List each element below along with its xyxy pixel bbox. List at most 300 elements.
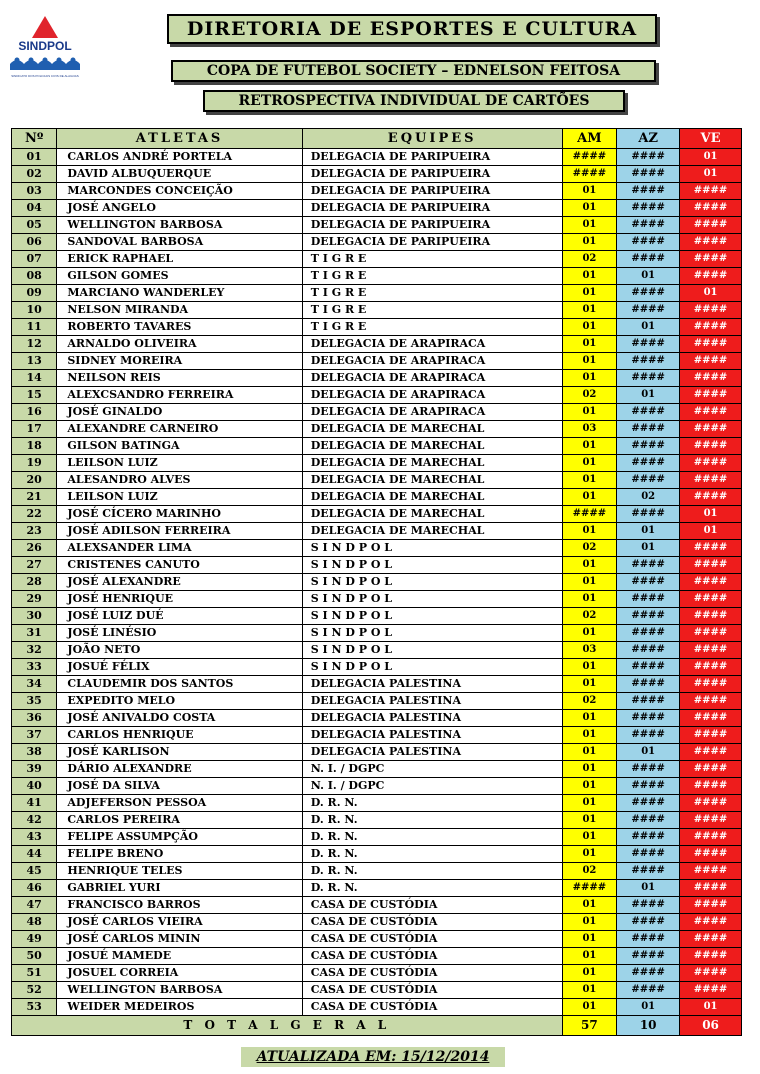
yellow-cards: 01 <box>562 353 617 370</box>
row-number: 42 <box>12 812 57 829</box>
table-row <box>12 914 742 931</box>
table-row <box>12 523 742 540</box>
red-cards: #### <box>680 557 742 574</box>
blue-cards: 01 <box>617 268 680 285</box>
yellow-cards: 01 <box>562 948 617 965</box>
team-name: DELEGACIA DE MARECHAL <box>302 421 562 438</box>
yellow-cards: 02 <box>562 387 617 404</box>
table-row <box>12 574 742 591</box>
yellow-cards: 01 <box>562 931 617 948</box>
yellow-cards: 01 <box>562 319 617 336</box>
red-cards: #### <box>680 659 742 676</box>
yellow-cards: 01 <box>562 829 617 846</box>
row-number: 35 <box>12 693 57 710</box>
table-row <box>12 251 742 268</box>
blue-cards: #### <box>617 404 680 421</box>
table-row <box>12 438 742 455</box>
team-name: DELEGACIA DE ARAPIRACA <box>302 353 562 370</box>
athlete-name: JOSÉ LUIZ DUÉ <box>57 608 302 625</box>
team-name: DELEGACIA DE PARIPUEIRA <box>302 217 562 234</box>
blue-cards: #### <box>617 982 680 999</box>
athlete-name: JOSÉ DA SILVA <box>57 778 302 795</box>
blue-cards: #### <box>617 370 680 387</box>
red-cards: #### <box>680 897 742 914</box>
yellow-cards: 01 <box>562 761 617 778</box>
blue-cards: 01 <box>617 880 680 897</box>
team-name: DELEGACIA PALESTINA <box>302 676 562 693</box>
athlete-name: JOSÉ CARLOS VIEIRA <box>57 914 302 931</box>
team-name: DELEGACIA DE ARAPIRACA <box>302 387 562 404</box>
table-row <box>12 319 742 336</box>
yellow-cards: 01 <box>562 268 617 285</box>
blue-cards: #### <box>617 812 680 829</box>
yellow-cards: 01 <box>562 676 617 693</box>
athlete-name: JOSÉ KARLISON <box>57 744 302 761</box>
blue-cards: #### <box>617 948 680 965</box>
yellow-cards: 01 <box>562 455 617 472</box>
row-number: 46 <box>12 880 57 897</box>
row-number: 38 <box>12 744 57 761</box>
yellow-cards: 01 <box>562 557 617 574</box>
team-name: CASA DE CUSTÓDIA <box>302 914 562 931</box>
yellow-cards: 01 <box>562 914 617 931</box>
column-header-blue: AZ <box>617 129 680 149</box>
row-number: 29 <box>12 591 57 608</box>
athlete-name: CARLOS ANDRÉ PORTELA <box>57 149 302 166</box>
athlete-name: ALESANDRO ALVES <box>57 472 302 489</box>
team-name: N. I. / DGPC <box>302 761 562 778</box>
athlete-name: ROBERTO TAVARES <box>57 319 302 336</box>
logo-subtitle: SINDICATO DOS POLICIAIS CIVIS DE ALAGOAS <box>11 74 79 78</box>
red-cards: #### <box>680 591 742 608</box>
red-cards: #### <box>680 336 742 353</box>
athlete-name: JOSUÉ FÉLIX <box>57 659 302 676</box>
team-name: D. R. N. <box>302 846 562 863</box>
yellow-cards: #### <box>562 166 617 183</box>
blue-cards: #### <box>617 557 680 574</box>
athlete-name: JOSÉ ANGELO <box>57 200 302 217</box>
team-name: T I G R E <box>302 319 562 336</box>
yellow-cards: 01 <box>562 523 617 540</box>
blue-cards: #### <box>617 591 680 608</box>
team-name: S I N D P O L <box>302 659 562 676</box>
team-name: S I N D P O L <box>302 574 562 591</box>
red-cards: #### <box>680 744 742 761</box>
table-row <box>12 234 742 251</box>
yellow-cards: 01 <box>562 778 617 795</box>
red-cards: #### <box>680 880 742 897</box>
red-cards: #### <box>680 438 742 455</box>
athlete-name: LEILSON LUIZ <box>57 455 302 472</box>
table-row <box>12 897 742 914</box>
yellow-cards: 01 <box>562 982 617 999</box>
section-title: RETROSPECTIVA INDIVIDUAL DE CARTÕES <box>203 90 625 112</box>
table-body <box>12 149 742 1016</box>
row-number: 08 <box>12 268 57 285</box>
blue-cards: #### <box>617 863 680 880</box>
row-number: 30 <box>12 608 57 625</box>
red-cards: #### <box>680 489 742 506</box>
table-row <box>12 506 742 523</box>
yellow-cards: 01 <box>562 217 617 234</box>
blue-cards: #### <box>617 353 680 370</box>
team-name: S I N D P O L <box>302 557 562 574</box>
red-cards: #### <box>680 319 742 336</box>
athlete-name: CARLOS PEREIRA <box>57 812 302 829</box>
blue-cards: #### <box>617 897 680 914</box>
red-cards: #### <box>680 914 742 931</box>
table-row <box>12 880 742 897</box>
yellow-cards: 01 <box>562 965 617 982</box>
blue-cards: #### <box>617 438 680 455</box>
row-number: 44 <box>12 846 57 863</box>
yellow-cards: 01 <box>562 795 617 812</box>
blue-cards: #### <box>617 200 680 217</box>
team-name: DELEGACIA DE MARECHAL <box>302 438 562 455</box>
row-number: 53 <box>12 999 57 1016</box>
total-yellow: 57 <box>562 1016 617 1036</box>
total-blue: 10 <box>617 1016 680 1036</box>
yellow-cards: #### <box>562 880 617 897</box>
updated-date: ATUALIZADA EM: 15/12/2014 <box>241 1047 505 1067</box>
row-number: 14 <box>12 370 57 387</box>
yellow-cards: 03 <box>562 642 617 659</box>
table-row <box>12 149 742 166</box>
yellow-cards: 01 <box>562 744 617 761</box>
total-red: 06 <box>680 1016 742 1036</box>
athlete-name: JOSÉ LINÉSIO <box>57 625 302 642</box>
team-name: DELEGACIA DE PARIPUEIRA <box>302 149 562 166</box>
table-row <box>12 727 742 744</box>
team-name: DELEGACIA DE MARECHAL <box>302 523 562 540</box>
yellow-cards: 01 <box>562 336 617 353</box>
table-row <box>12 642 742 659</box>
red-cards: #### <box>680 710 742 727</box>
table-row <box>12 863 742 880</box>
red-cards: #### <box>680 778 742 795</box>
red-cards: #### <box>680 574 742 591</box>
athlete-name: MARCONDES CONCEIÇÃO <box>57 183 302 200</box>
athlete-name: JOSÉ CARLOS MININ <box>57 931 302 948</box>
blue-cards: 01 <box>617 319 680 336</box>
table-row <box>12 744 742 761</box>
red-cards: #### <box>680 931 742 948</box>
table-row <box>12 965 742 982</box>
athlete-name: ALEXSANDER LIMA <box>57 540 302 557</box>
row-number: 48 <box>12 914 57 931</box>
table-row <box>12 693 742 710</box>
row-number: 50 <box>12 948 57 965</box>
yellow-cards: 02 <box>562 693 617 710</box>
red-cards: #### <box>680 829 742 846</box>
athlete-name: LEILSON LUIZ <box>57 489 302 506</box>
athlete-name: WEIDER MEDEIROS <box>57 999 302 1016</box>
red-cards: #### <box>680 370 742 387</box>
team-name: DELEGACIA DE ARAPIRACA <box>302 404 562 421</box>
table-row <box>12 812 742 829</box>
blue-cards: #### <box>617 625 680 642</box>
athlete-name: DAVID ALBUQUERQUE <box>57 166 302 183</box>
team-name: D. R. N. <box>302 829 562 846</box>
athlete-name: JOSÉ ADILSON FERREIRA <box>57 523 302 540</box>
athlete-name: WELLINGTON BARBOSA <box>57 982 302 999</box>
yellow-cards: 02 <box>562 540 617 557</box>
yellow-cards: 01 <box>562 438 617 455</box>
team-name: CASA DE CUSTÓDIA <box>302 948 562 965</box>
row-number: 37 <box>12 727 57 744</box>
blue-cards: #### <box>617 608 680 625</box>
athlete-name: JOSÉ GINALDO <box>57 404 302 421</box>
table-row <box>12 353 742 370</box>
row-number: 02 <box>12 166 57 183</box>
blue-cards: #### <box>617 710 680 727</box>
red-cards: #### <box>680 965 742 982</box>
blue-cards: #### <box>617 727 680 744</box>
table-row <box>12 489 742 506</box>
red-cards: #### <box>680 625 742 642</box>
blue-cards: #### <box>617 302 680 319</box>
table-row <box>12 166 742 183</box>
yellow-cards: 01 <box>562 727 617 744</box>
athlete-name: CRISTENES CANUTO <box>57 557 302 574</box>
team-name: S I N D P O L <box>302 608 562 625</box>
red-cards: #### <box>680 404 742 421</box>
team-name: D. R. N. <box>302 812 562 829</box>
red-cards: #### <box>680 727 742 744</box>
table-row <box>12 948 742 965</box>
yellow-cards: 01 <box>562 625 617 642</box>
team-name: DELEGACIA PALESTINA <box>302 744 562 761</box>
table-row <box>12 557 742 574</box>
athlete-name: ALEXCSANDRO FERREIRA <box>57 387 302 404</box>
blue-cards: #### <box>617 455 680 472</box>
team-name: N. I. / DGPC <box>302 778 562 795</box>
red-cards: #### <box>680 455 742 472</box>
row-number: 27 <box>12 557 57 574</box>
yellow-cards: 01 <box>562 999 617 1016</box>
blue-cards: 01 <box>617 387 680 404</box>
table-row <box>12 336 742 353</box>
blue-cards: #### <box>617 183 680 200</box>
row-number: 39 <box>12 761 57 778</box>
table-row <box>12 540 742 557</box>
yellow-cards: 01 <box>562 574 617 591</box>
team-name: D. R. N. <box>302 880 562 897</box>
athlete-name: GILSON GOMES <box>57 268 302 285</box>
yellow-cards: 01 <box>562 659 617 676</box>
column-header-yellow: AM <box>562 129 617 149</box>
red-cards: #### <box>680 846 742 863</box>
column-header-number: Nº <box>12 129 57 149</box>
row-number: 01 <box>12 149 57 166</box>
blue-cards: #### <box>617 829 680 846</box>
column-header-teams: EQUIPES <box>302 129 562 149</box>
athlete-name: DÁRIO ALEXANDRE <box>57 761 302 778</box>
table-row <box>12 999 742 1016</box>
blue-cards: #### <box>617 421 680 438</box>
blue-cards: #### <box>617 285 680 302</box>
row-number: 07 <box>12 251 57 268</box>
blue-cards: 01 <box>617 540 680 557</box>
red-cards: #### <box>680 183 742 200</box>
blue-cards: #### <box>617 778 680 795</box>
table-row <box>12 268 742 285</box>
table-row <box>12 285 742 302</box>
blue-cards: #### <box>617 914 680 931</box>
total-label: T O T A L G E R A L <box>12 1016 563 1036</box>
red-cards: 01 <box>680 285 742 302</box>
team-name: S I N D P O L <box>302 625 562 642</box>
sindpol-logo <box>4 14 86 80</box>
red-cards: #### <box>680 421 742 438</box>
blue-cards: #### <box>617 693 680 710</box>
athlete-name: ADJEFERSON PESSOA <box>57 795 302 812</box>
athlete-name: HENRIQUE TELES <box>57 863 302 880</box>
team-name: DELEGACIA PALESTINA <box>302 727 562 744</box>
yellow-cards: 01 <box>562 812 617 829</box>
athlete-name: JOSUÉ MAMEDE <box>57 948 302 965</box>
blue-cards: #### <box>617 506 680 523</box>
row-number: 17 <box>12 421 57 438</box>
blue-cards: #### <box>617 659 680 676</box>
yellow-cards: 03 <box>562 421 617 438</box>
athlete-name: EXPEDITO MELO <box>57 693 302 710</box>
red-cards: #### <box>680 642 742 659</box>
column-header-athletes: ATLETAS <box>57 129 302 149</box>
yellow-cards: 01 <box>562 200 617 217</box>
yellow-cards: 02 <box>562 251 617 268</box>
row-number: 41 <box>12 795 57 812</box>
blue-cards: #### <box>617 965 680 982</box>
team-name: CASA DE CUSTÓDIA <box>302 999 562 1016</box>
column-header-red: VE <box>680 129 742 149</box>
table-row <box>12 302 742 319</box>
row-number: 32 <box>12 642 57 659</box>
team-name: CASA DE CUSTÓDIA <box>302 982 562 999</box>
team-name: DELEGACIA DE MARECHAL <box>302 455 562 472</box>
team-name: CASA DE CUSTÓDIA <box>302 931 562 948</box>
blue-cards: #### <box>617 795 680 812</box>
yellow-cards: 01 <box>562 710 617 727</box>
team-name: DELEGACIA DE ARAPIRACA <box>302 370 562 387</box>
cards-table <box>11 128 742 1036</box>
team-name: T I G R E <box>302 251 562 268</box>
table-row <box>12 370 742 387</box>
team-name: DELEGACIA DE ARAPIRACA <box>302 336 562 353</box>
yellow-cards: 01 <box>562 404 617 421</box>
row-number: 47 <box>12 897 57 914</box>
row-number: 43 <box>12 829 57 846</box>
team-name: DELEGACIA DE PARIPUEIRA <box>302 166 562 183</box>
red-cards: #### <box>680 795 742 812</box>
red-cards: #### <box>680 608 742 625</box>
row-number: 34 <box>12 676 57 693</box>
table-row <box>12 608 742 625</box>
row-number: 40 <box>12 778 57 795</box>
red-cards: 01 <box>680 999 742 1016</box>
team-name: T I G R E <box>302 302 562 319</box>
athlete-name: JOSUEL CORREIA <box>57 965 302 982</box>
red-cards: #### <box>680 948 742 965</box>
athlete-name: JOSÉ HENRIQUE <box>57 591 302 608</box>
athlete-name: JOSÉ CÍCERO MARINHO <box>57 506 302 523</box>
row-number: 28 <box>12 574 57 591</box>
yellow-cards: 01 <box>562 234 617 251</box>
athlete-name: CLAUDEMIR DOS SANTOS <box>57 676 302 693</box>
row-number: 11 <box>12 319 57 336</box>
yellow-cards: 02 <box>562 608 617 625</box>
row-number: 09 <box>12 285 57 302</box>
red-cards: #### <box>680 387 742 404</box>
blue-cards: #### <box>617 761 680 778</box>
row-number: 16 <box>12 404 57 421</box>
team-name: DELEGACIA PALESTINA <box>302 710 562 727</box>
athlete-name: GILSON BATINGA <box>57 438 302 455</box>
athlete-name: MARCIANO WANDERLEY <box>57 285 302 302</box>
red-cards: #### <box>680 863 742 880</box>
athlete-name: JOSÉ ALEXANDRE <box>57 574 302 591</box>
yellow-cards: 01 <box>562 370 617 387</box>
team-name: DELEGACIA DE MARECHAL <box>302 472 562 489</box>
row-number: 10 <box>12 302 57 319</box>
blue-cards: #### <box>617 217 680 234</box>
blue-cards: #### <box>617 642 680 659</box>
athlete-name: WELLINGTON BARBOSA <box>57 217 302 234</box>
athlete-name: GABRIEL YURI <box>57 880 302 897</box>
yellow-cards: 01 <box>562 472 617 489</box>
red-cards: #### <box>680 676 742 693</box>
blue-cards: #### <box>617 234 680 251</box>
row-number: 04 <box>12 200 57 217</box>
row-number: 12 <box>12 336 57 353</box>
table-row <box>12 982 742 999</box>
row-number: 22 <box>12 506 57 523</box>
team-name: CASA DE CUSTÓDIA <box>302 897 562 914</box>
team-name: D. R. N. <box>302 795 562 812</box>
table-row <box>12 421 742 438</box>
red-cards: #### <box>680 761 742 778</box>
red-cards: #### <box>680 472 742 489</box>
blue-cards: 01 <box>617 523 680 540</box>
row-number: 03 <box>12 183 57 200</box>
athlete-name: CARLOS HENRIQUE <box>57 727 302 744</box>
blue-cards: 02 <box>617 489 680 506</box>
row-number: 45 <box>12 863 57 880</box>
row-number: 36 <box>12 710 57 727</box>
blue-cards: #### <box>617 149 680 166</box>
team-name: DELEGACIA DE PARIPUEIRA <box>302 200 562 217</box>
blue-cards: 01 <box>617 744 680 761</box>
athlete-name: JOÃO NETO <box>57 642 302 659</box>
blue-cards: #### <box>617 251 680 268</box>
yellow-cards: 01 <box>562 591 617 608</box>
row-number: 05 <box>12 217 57 234</box>
row-number: 26 <box>12 540 57 557</box>
yellow-cards: 01 <box>562 302 617 319</box>
table-row <box>12 591 742 608</box>
team-name: DELEGACIA DE MARECHAL <box>302 506 562 523</box>
team-name: DELEGACIA DE MARECHAL <box>302 489 562 506</box>
team-name: S I N D P O L <box>302 591 562 608</box>
yellow-cards: 01 <box>562 489 617 506</box>
red-cards: #### <box>680 353 742 370</box>
athlete-name: NELSON MIRANDA <box>57 302 302 319</box>
yellow-cards: 01 <box>562 285 617 302</box>
row-number: 23 <box>12 523 57 540</box>
table-row <box>12 778 742 795</box>
table-row <box>12 795 742 812</box>
row-number: 21 <box>12 489 57 506</box>
